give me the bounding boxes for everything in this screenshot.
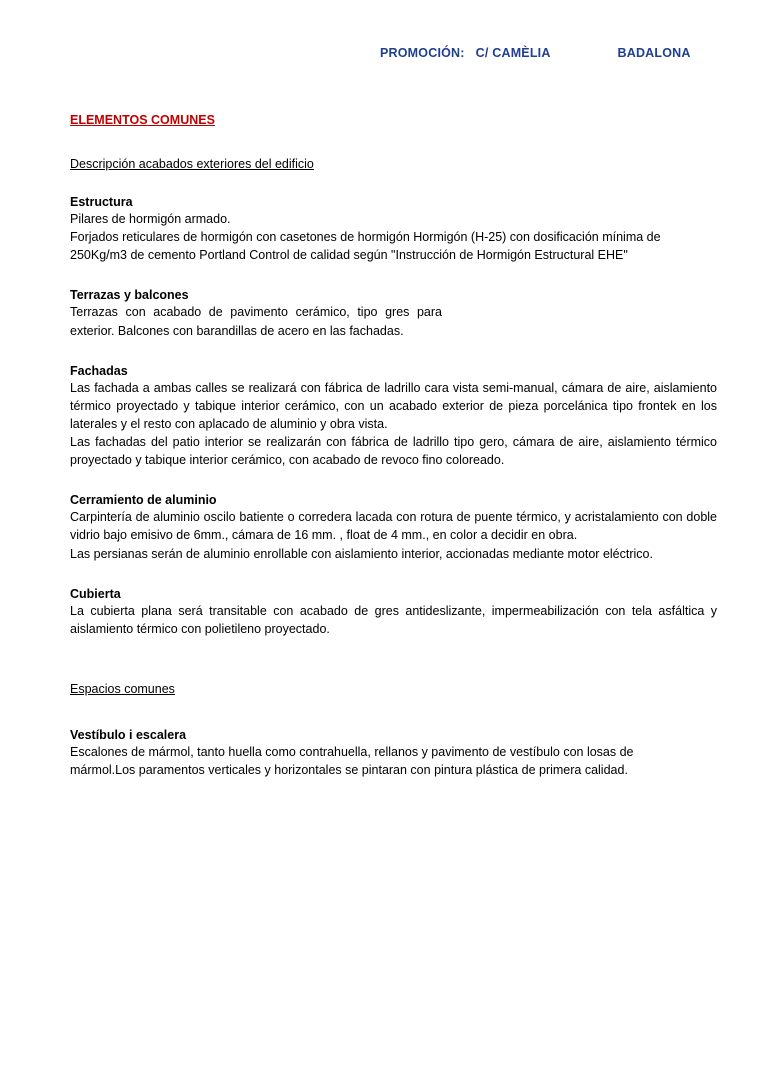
section-paragraph: Las fachada a ambas calles se realizará con fábrica de ladrillo cara vista semi-manual, cámara de aire, aislamiento térmico proyectado y tabique interior cerámico, con un acabado exterior de pieza porcelánica tipo frontek en los laterales y el resto con aplacado de aluminio y obra vista.: [70, 380, 717, 431]
section-paragraph: Forjados reticulares de hormigón con casetones de hormigón Hormigón (H-25) con dosificación mínima de 250Kg/m3 de cemento Portland Control de calidad según "Instrucción de Hormigón Estructural EHE": [70, 230, 661, 263]
section-heading: Cerramiento de aluminio: [70, 493, 217, 508]
section-heading: Estructura: [70, 195, 133, 209]
section-heading: Vestíbulo i escalera: [70, 727, 187, 742]
section-terrazas-y-balcones: [70, 288, 717, 339]
section-paragraph: Carpintería de aluminio oscilo batiente o corredera lacada con rotura de puente térmico, y acristalamiento con doble vidrio bajo emisivo de 6mm., cámara de 16 mm. , float de 4 mm., en color a decidir en obra.: [70, 510, 717, 543]
section-paragraph: Las fachadas del patio interior se realizarán con fábrica de ladrillo tipo gero, cámara de aire, aislamiento térmico proyectado y tabique interior cerámico, con acabado de revoco fino coloreado.: [70, 435, 717, 468]
promo-value: C/ CAMÈLIA: [475, 46, 551, 60]
section-paragraph: Pilares de hormigón armado.: [70, 212, 231, 226]
section-cerramiento-de-aluminio: [70, 493, 717, 562]
section-paragraph: Las persianas serán de aluminio enrollable con aislamiento interior, accionadas mediante motor eléctrico.: [70, 546, 653, 561]
document-subtitle: Descripción acabados exteriores del edificio: [70, 157, 314, 171]
section-estructura: [70, 195, 717, 264]
section-paragraph: Escalones de mármol, tanto huella como contrahuella, rellanos y pavimento de vestíbulo con losas de mármol.Los paramentos verticales y horizontales se pintaran con pintura plástica de primera calidad.: [70, 744, 634, 777]
section-vestibulo-i-escalera: [70, 728, 717, 779]
section-cubierta: [70, 587, 717, 638]
section-paragraph: Terrazas con acabado de pavimento cerámico, tipo gres para exterior. Balcones con barandillas de acero en las fachadas.: [70, 305, 442, 338]
section-paragraph: La cubierta plana será transitable con acabado de gres antideslizante, impermeabilización con tela asfáltica y aislamiento térmico con polietileno proyectado.: [70, 603, 717, 636]
section-heading: Terrazas y balcones: [70, 288, 189, 303]
section-spacer: [70, 638, 717, 682]
document-header: [380, 46, 717, 60]
section-heading: Fachadas: [70, 363, 128, 378]
page-title: ELEMENTOS COMUNES: [70, 113, 215, 127]
section-fachadas: [70, 364, 717, 470]
section-heading: Cubierta: [70, 586, 121, 601]
document-second-subtitle: Espacios comunes: [70, 681, 175, 696]
promo-label: PROMOCIÓN:: [380, 46, 465, 60]
promo-city: BADALONA: [617, 46, 691, 60]
